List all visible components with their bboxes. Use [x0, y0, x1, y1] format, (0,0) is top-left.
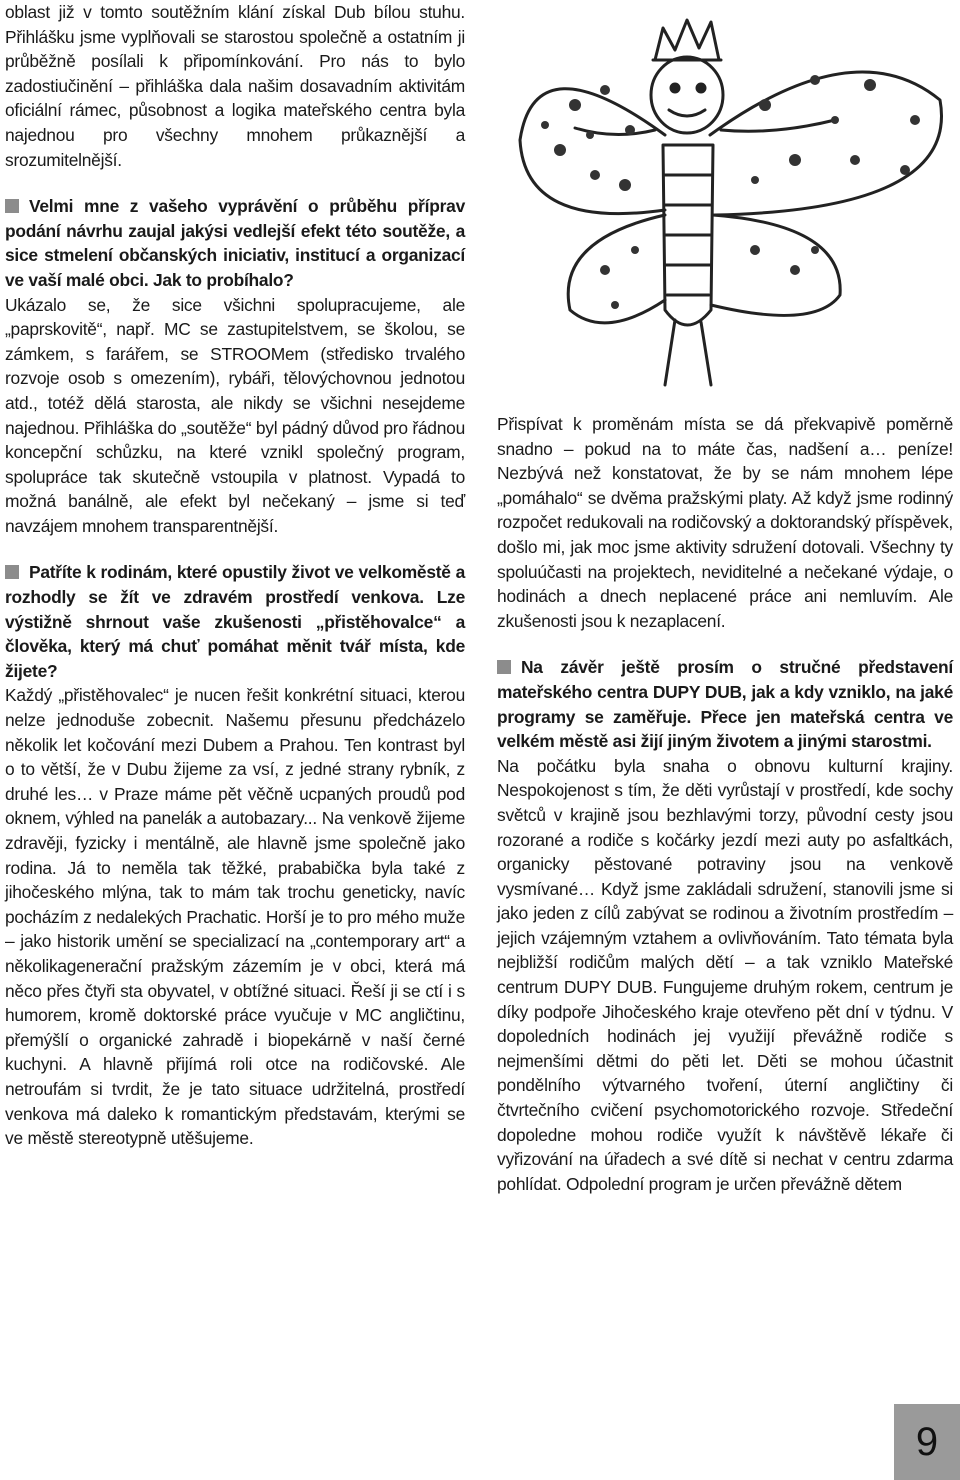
right-column	[497, 412, 953, 1196]
question-2-text: Patříte k rodinám, které opustily život ve velkoměstě a rozhodly se žít ve zdravém prostředí venkova. Lze výstižně shrnout vaše zkušenosti „přistěhovalce“ a člověka, který má chuť pomáhat měnit tvář místa, kde žijete?	[5, 562, 465, 681]
bullet-square-icon	[5, 199, 19, 213]
question-3	[497, 655, 953, 753]
question-2	[5, 560, 465, 683]
bullet-square-icon	[5, 565, 19, 579]
answer-2: Každý „přistěhovalec“ je nucen řešit konkrétní situaci, kterou nelze jednoduše zobecnit. Našemu přesunu předcházelo několik let kočování mezi Dubem a Prahou. Ten kontrast byl o to větší, že v Dubu žijeme za vsí, z jedné strany rybník, z druhé les… v Praze máme pět věčně ucpaných proudů pod oknem, výhled na panelák a autobazary... Na venkově žijeme zdravěji, fyzicky i mentálně, ale hlavně jsme společně jako rodina. Já to neměla tak těžké, prababička byla také z jihočeského mlýna, tak to mám tak trochu geneticky, navíc pocházím z nedalekých Prachatic. Horší je to pro mého muže – jako historik umění se specializací na „contemporary art“ a několikagenerační pražským zázemím je v obci, která má něco přes čtyři sta obyvatel, v obtížné situaci. Řeší ji se ctí i s humorem, kromě doktorské práce vyučuje v MC angličtinu, přemýšlí o organické zahradě i biopekárně v naší černé kuchyni. A hlavně přijímá roli otce na rodičovské. Ale netroufám si tvrdit, že je tato situace udržitelná, prostředí venkova má daleko k romantickým představám, kterými se ve městě stereotypně utěšujeme.	[5, 685, 465, 1149]
answer-1: Ukázalo se, že sice všichni spolupracujeme, ale „paprskovitě“, např. MC se zastupitelstvem, se školou, se zámkem, s farářem, se STROOMem (středisko trvalého rozvoje osob s omezením), rybáři, tělovýchovnou jednotou atd., totéž dělá starosta, ale nikdy se všichni nesejdeme najednou. Přihláška do „soutěže“ byl pádný důvod pro řádnou koncepční schůzku, na které vznikl společný program, spolupráce tak skutečně vstoupila v platnost. Vypadá to možná banálně, ale efekt byl nečekaný – jsme si teď navzájem mnohem transparentnější.	[5, 294, 465, 536]
bullet-square-icon	[497, 660, 511, 674]
page-number: 9	[894, 1404, 960, 1480]
left-column	[5, 0, 465, 1151]
child-drawing-illustration	[515, 10, 960, 395]
intro-paragraph: oblast již v tomto soutěžním klání získal Dub bílou stuhu. Přihlášku jsme vyplňovali se starostou společně a ostatním ji průběžně posílali k připomínkování. Pro nás to bylo zadostiučinění – přihláška dala našim dosavadním aktivitám oficiální rámec, působnost a logika mateřského centra byla najednou pro všechny mnohem průkaznější a srozumitelnější.	[5, 2, 465, 170]
right-intro-paragraph: Přispívat k proměnám místa se dá překvapivě poměrně snadno – pokud na to máte čas, nadšení a… peníze! Nezbývá než konstatovat, že by se nám mnohem lépe „pomáhalo“ se dvěma pražskými platy. Až když jsme rodinný rozpočet redukovali na rodičovský a doktorandský příspěvek, došlo mi, jak moc jsme aktivity sdružení dotovali. Všechny ty spoluúčasti na projektech, neviditelné a nečekané výdaje, o hodinách a dnech neplacené práce ani nemluvím. Ale zkušenosti jsou k nezaplacení.	[497, 414, 953, 631]
question-1	[5, 194, 465, 292]
question-3-text: Na závěr ještě prosím o stručné představení mateřského centra DUPY DUB, jak a kdy vzniklo, na jaké programy se zaměřuje. Přece jen mateřská centra ve velkém městě asi žijí jiným životem a jinými starostmi.	[497, 657, 953, 752]
answer-3: Na počátku byla snaha o obnovu kulturní krajiny. Nespokojenost s tím, že děti vyrůstají v prostředí, kde sochy světců v krajině jsou bezhlavými torzy, původní cesty jsou rozorané a rodiče s kočárky jezdí mezi auty po asfaltkách, organicky pěstované potraviny jsou na venkově vysmívané… Když jsme zakládali sdružení, stanovili jsme si jako jeden z cílů zabývat se rodinou a životním prostředím – jejich vzájemným vztahem a ovlivňováním. Tato témata byla nejbližší rodičům malých dětí – a tak vzniklo Mateřské centrum DUPY DUB. Fungujeme druhým rokem, centrum je díky podpoře Jihočeského kraje otevřeno pět dní v týdnu. V dopoledních hodinách jej využijí převážně rodiče s nejmenšími dětmi do pěti let. Děti se mohou účastnit pondělního výtvarného tvoření, úterní angličtiny či čtvrtečního cvičení psychomotorického rozvoje. Středeční dopoledne mohou rodiče využít k návštěvě lékaře či vyřizování na úřadech a své dítě si nechat v centru zdarma pohlídat. Odpolední program je určen převážně dětem	[497, 755, 953, 1194]
question-1-text: Velmi mne z vašeho vyprávění o průběhu příprav podání návrhu zaujal jakýsi vedlejší efekt této soutěže, a sice stmelení občanských iniciativ, institucí a organizací ve vaší malé obci. Jak to probíhalo?	[5, 196, 465, 290]
